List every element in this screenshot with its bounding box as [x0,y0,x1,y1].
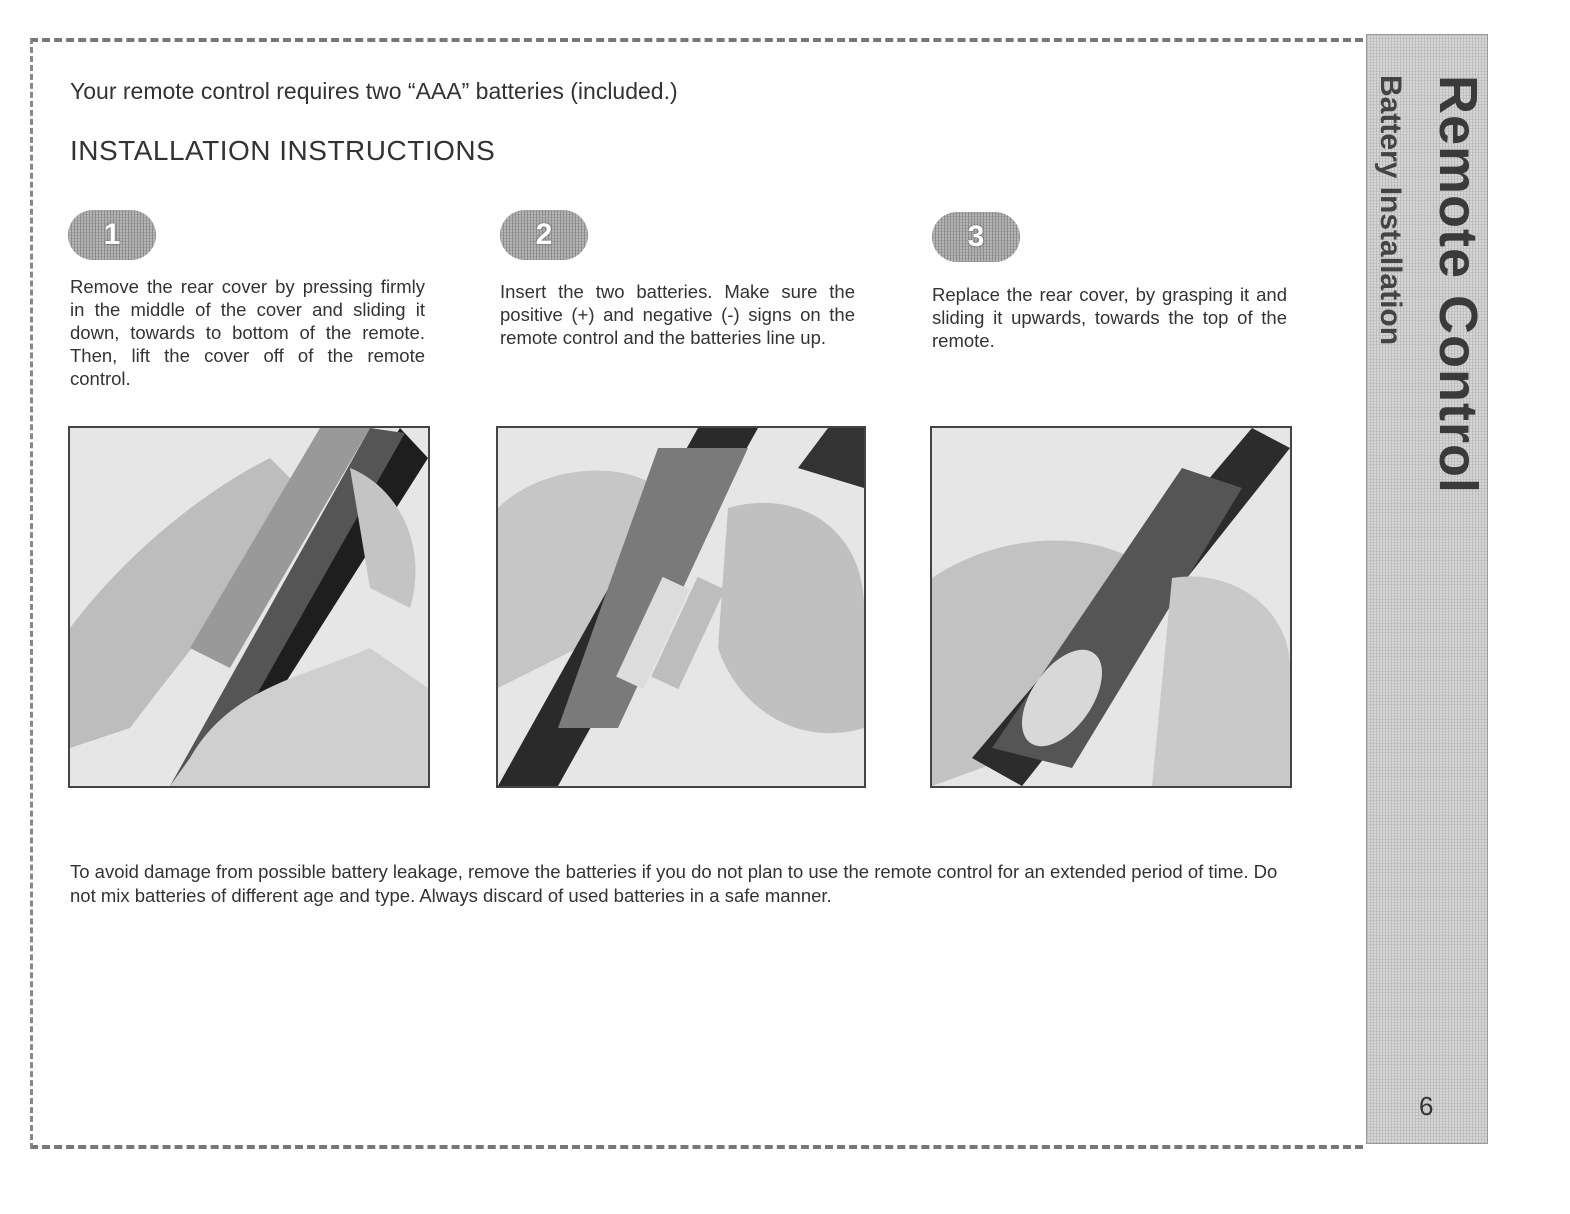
step-2-photo [496,426,866,788]
page-number: 6 [1419,1091,1434,1121]
section-subtitle: Battery Installation [1374,75,1407,346]
step-1-badge: 1 [68,210,156,260]
step-1-photo [68,426,430,788]
step-2-badge: 2 [500,210,588,260]
intro-text: Your remote control requires two “AAA” batteries (included.) [70,78,678,104]
replace-cover-illustration [932,428,1290,786]
section-tab [1366,34,1488,1144]
section-title: Remote Control [1428,75,1488,494]
remove-cover-illustration [70,428,428,786]
page-heading: INSTALLATION INSTRUCTIONS [70,135,496,166]
step-3-text: Replace the rear cover, by grasping it and sliding it upwards, towards the top of the remote. [932,284,1287,351]
step-1-text: Remove the rear cover by pressing firmly in the middle of the cover and sliding it down, towards to bottom of the remote. Then, lift the cover off of the remote control. [70,276,425,389]
step-3-badge: 3 [932,212,1020,262]
insert-batteries-illustration [498,428,864,786]
step-2-text: Insert the two batteries. Make sure the positive (+) and negative (-) signs on the remote control and the batteries line up. [500,281,855,348]
battery-safety-note: To avoid damage from possible battery leakage, remove the batteries if you do not plan to use the remote control for an extended period of time. Do not mix batteries of different age and type. Always discard of used batteries in a safe manner. [70,861,1278,906]
step-3-photo [930,426,1292,788]
